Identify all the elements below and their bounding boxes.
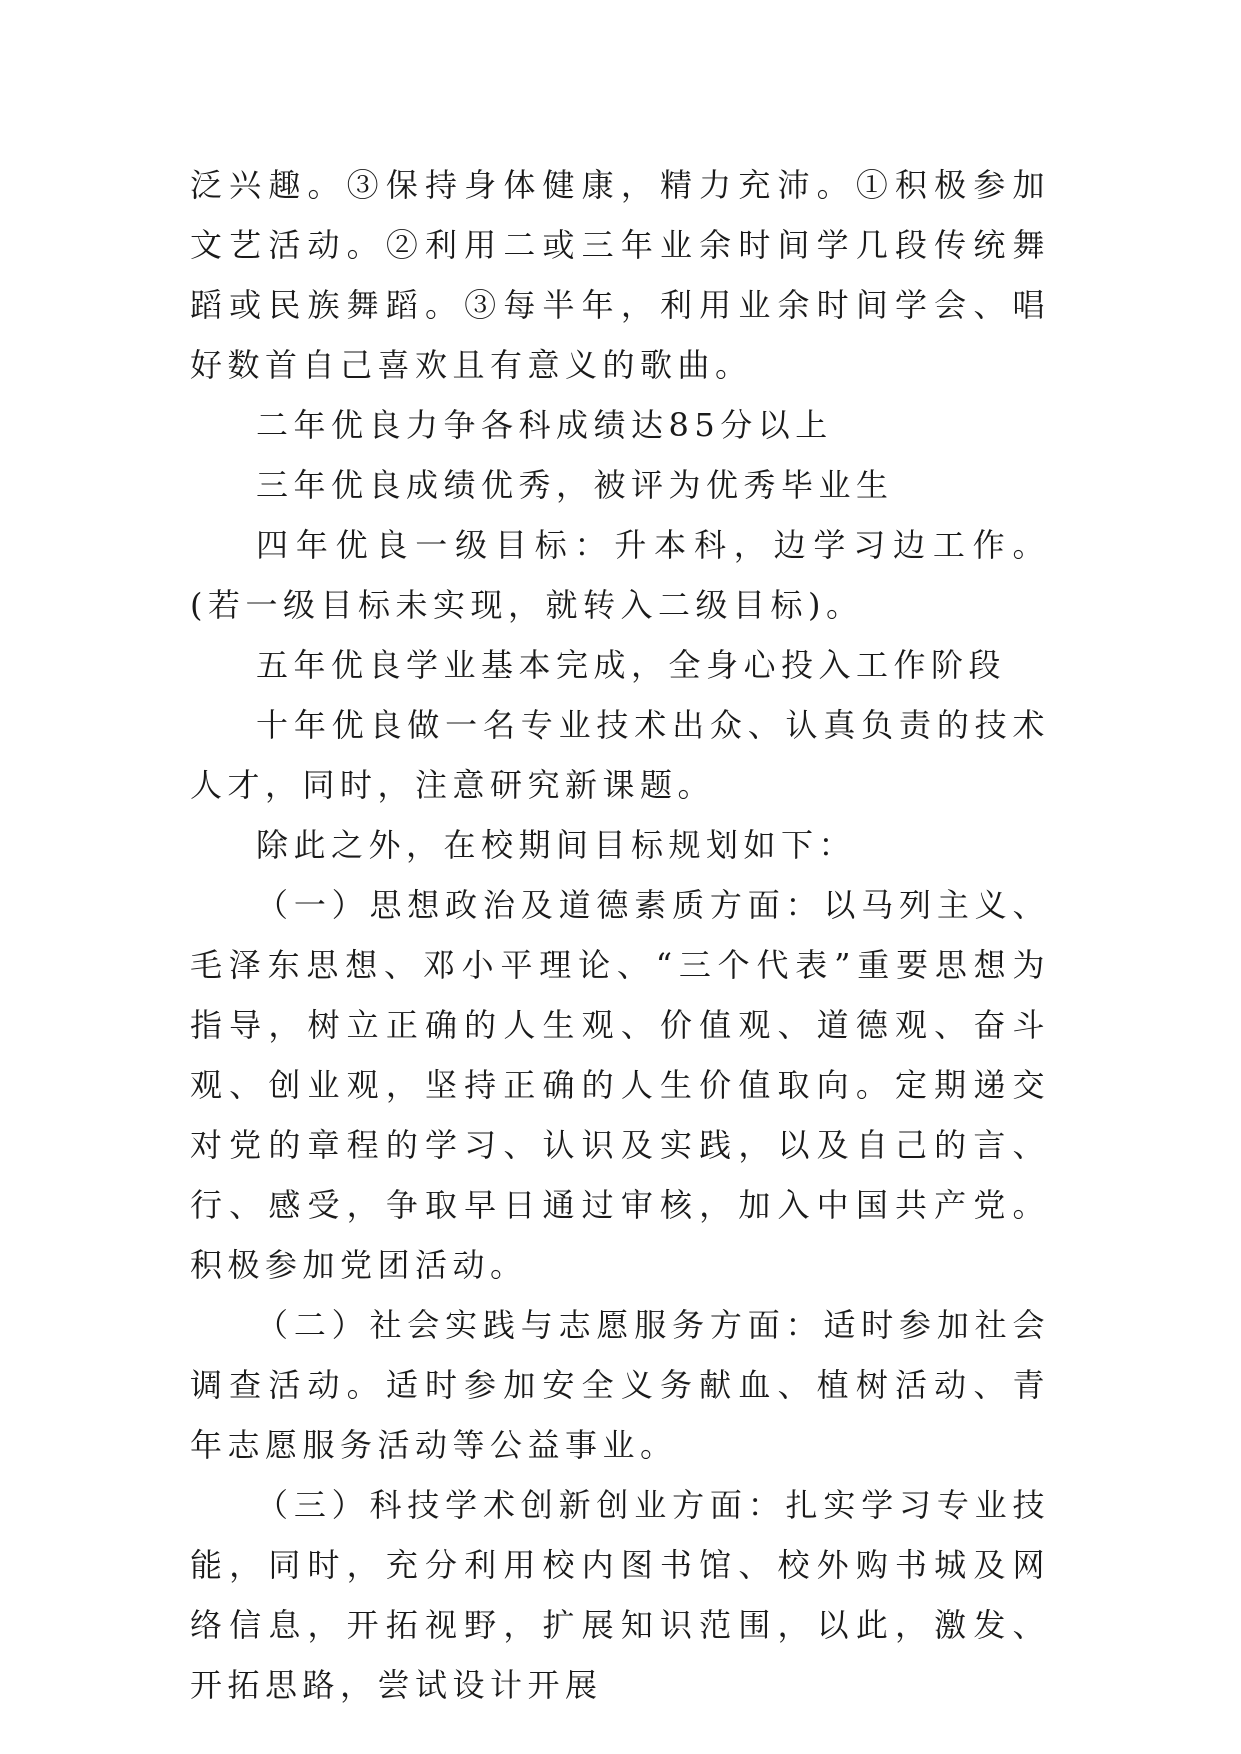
paragraph-campus-goals-intro: 除此之外，在校期间目标规划如下： bbox=[256, 826, 857, 864]
paragraph-year-three: 三年优良成绩优秀，被评为优秀毕业生 bbox=[256, 466, 894, 504]
document-body bbox=[190, 155, 1050, 1715]
paragraph-year-four: 四年优良一级目标：升本科，边学习边工作。(若一级目标未实现，就转入二级目标)。 bbox=[190, 526, 1050, 624]
paragraph-year-five: 五年优良学业基本完成，全身心投入工作阶段 bbox=[256, 646, 1007, 684]
paragraph-tech-innovation: （三）科技学术创新创业方面：扎实学习专业技能，同时，充分利用校内图书馆、校外购书城及网络信息，开拓视野，扩展知识范围，以此，激发、开拓思路，尝试设计开展 bbox=[190, 1486, 1050, 1704]
paragraph-social-volunteer: （二）社会实践与志愿服务方面：适时参加社会调查活动。适时参加安全义务献血、植树活动、青年志愿服务活动等公益事业。 bbox=[190, 1306, 1050, 1464]
paragraph-year-two: 二年优良力争各科成绩达85分以上 bbox=[256, 406, 833, 444]
paragraph-interests-arts: 泛兴趣。③保持身体健康，精力充沛。①积极参加文艺活动。②利用二或三年业余时间学几段传统舞蹈或民族舞蹈。③每半年，利用业余时间学会、唱好数首自己喜欢且有意义的歌曲。 bbox=[190, 166, 1050, 384]
paragraph-political-moral: （一）思想政治及道德素质方面：以马列主义、毛泽东思想、邓小平理论、“三个代表”重要思想为指导，树立正确的人生观、价值观、道德观、奋斗观、创业观，坚持正确的人生价值取向。定期递交对党的章程的学习、认识及实践，以及自己的言、行、感受，争取早日通过审核，加入中国共产党。积极参加党团活动。 bbox=[190, 886, 1050, 1284]
paragraph-year-ten: 十年优良做一名专业技术出众、认真负责的技术人才，同时，注意研究新课题。 bbox=[190, 706, 1050, 804]
